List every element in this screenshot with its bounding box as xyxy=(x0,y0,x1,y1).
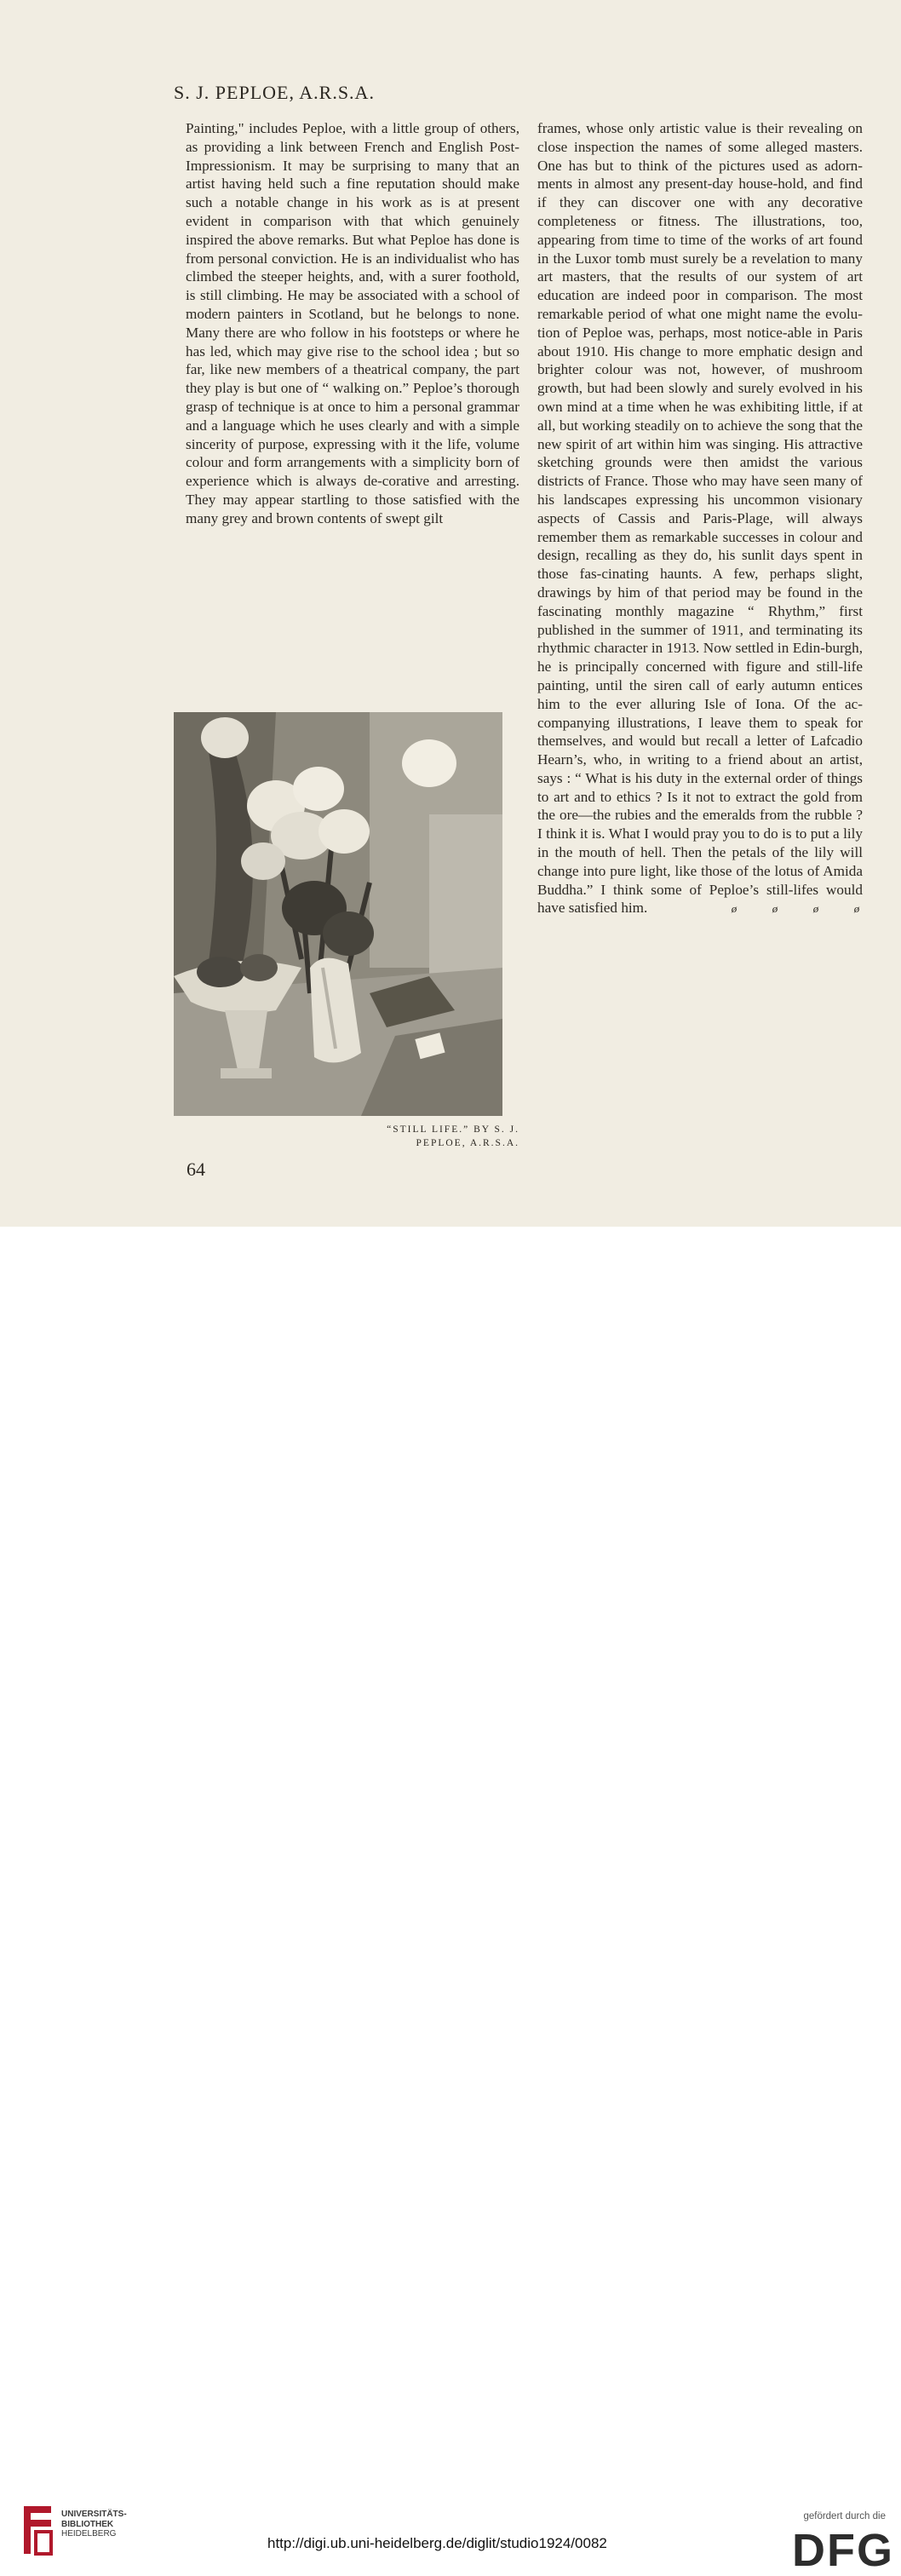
still-life-painting xyxy=(174,712,502,1116)
university-name-line: BIBLIOTHEK xyxy=(61,2519,114,2529)
left-text-column xyxy=(186,119,519,528)
caption-line: PEPLOE, A.R.S.A. xyxy=(416,1138,519,1148)
ornament-glyph: ø xyxy=(731,902,737,916)
caption-line: “STILL LIFE.” BY S. J. xyxy=(387,1124,519,1135)
still-life-painting-image xyxy=(174,712,502,1116)
right-text-column xyxy=(537,119,863,918)
university-name-line: UNIVERSITÄTS- xyxy=(61,2510,127,2519)
scanned-page xyxy=(0,0,901,1227)
digitization-footer xyxy=(0,1227,901,2576)
ornament-glyph: ø xyxy=(812,902,819,916)
permalink-url[interactable]: http://digi.ub.uni-heidelberg.de/diglit/studio1924/0082 xyxy=(267,2535,607,2551)
page-number: 64 xyxy=(187,1159,205,1180)
right-column-text: frames, whose only artistic value is their revealing on close inspection the names of some alleged masters. One has but to think of the pictures used as adorn-ments in almost any present-day house-hold, and find if they can discover one with any decorative completeness or fitness. The illustrations, too, appearing from time to time of the works of art found in the Luxor tomb must surely be a revelation to many art masters, that the results of our system of art education are indeed poor in comparison. The most remarkable period of what one might name the evolu-tion of Peploe was, perhaps, most notice-able in Paris about 1910. His change to more emphatic design and brighter colour was not, however, of mushroom growth, but had been slowly and surely evolved in his own mind at a time when he was exhibiting little, if at all, but working steadily on to achieve the song that the new spirit of art within him was singing. His attractive sketching grounds were then amidst the various districts of France. Those who may have seen many of his landscapes expressing his uncommon visionary aspects of Cassis and Paris-Plage, will always remember them as remarkable successes in colour and design, recalling as they do, his sunlit days spent in those fas-cinating haunts. A few, perhaps slight, drawings by him of that period may be found in the fascinating monthly magazine “ Rhythm,” first published in the summer of 1911, and terminating its rhythmic character in 1913. Now settled in Edin-burgh, he is principally concerned with figure and still-life painting, until the siren call of early autumn entices him to the ever alluring Isle of Iona. Of the ac-companying illustrations, I leave them to speak for themselves, and would but recall a letter of Lafcadio Hearn’s, who, in writing to a friend about an artist, says : “ What is his duty in the external order of things to art and to ethics ? Is it not to extract the gold from the ore—the rubies and the emeralds from the rubble ? I think it is. What I would pray you to do is to put a lily in the mouth of hell. Then the petals of the lily will change into pure light, like those of the lotus of Amida Buddha.” I think some of Peploe’s still-lifes would have satisfied him. xyxy=(537,120,863,917)
figure-caption xyxy=(358,1123,519,1150)
university-name xyxy=(61,2510,146,2539)
funding-note: gefördert durch die xyxy=(803,2511,886,2521)
dfg-logo: DFG xyxy=(792,2525,894,2576)
university-name-line: HEIDELBERG xyxy=(61,2529,117,2539)
ornament-glyph: ø xyxy=(772,902,778,916)
university-library-logo-icon xyxy=(19,2503,56,2557)
running-head: S. J. PEPLOE, A.R.S.A. xyxy=(174,82,375,103)
ornament-glyph: ø xyxy=(853,902,860,916)
left-column-text: Painting," includes Peploe, with a little group of others, as providing a link between French and English Post-Impressionism. It may be surprising to many that an artist having held such a fine reputation should make such a notable change in his work as is at present evident in comparison with that which genuinely inspired the above remarks. But what Peploe has done is from personal conviction. He is an individualist who has climbed the steeper heights, and, with a surer foothold, is still climbing. He may be associated with a school of modern painters in Scotland, but he belongs to none. Many there are who follow in his footsteps or where he has led, which may give rise to the school idea ; but so far, like new members of a theatrical company, the part they play is but one of “ walking on.” Peploe’s thorough grasp of technique is at once to him a personal grammar and a language which he uses clearly and with a simple sincerity of purpose, expressing with it the life, volume colour and form arrangements with a simplicity born of experience which is always de-corative and arresting. They may appear startling to those satisfied with the many grey and brown contents of swept gilt xyxy=(186,120,519,526)
